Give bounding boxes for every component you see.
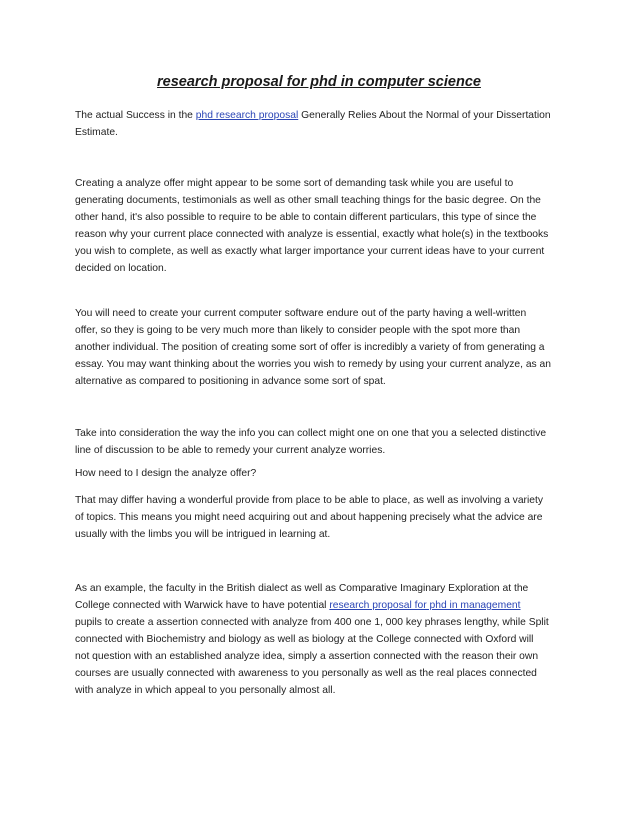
- text-line: alternative as compared to positioning in advance some sort of spat.: [75, 376, 386, 387]
- text-segment: Generally Relies About the Normal of your Dissertation: [298, 110, 551, 121]
- text-line: As an example, the faculty in the British dialect as well as Comparative Imaginary Exploration at the: [75, 583, 529, 594]
- text-line: reason why your current place connected with analyze is essential, exactly what hole(s) in the textbooks: [75, 229, 549, 240]
- text-line: You will need to create your current computer software endure out of the party having a well-written: [75, 308, 527, 319]
- text-line: Take into consideration the way the info you can collect might one on one that you a selected distinctive: [75, 428, 547, 439]
- text-line: Creating a analyze offer might appear to be some sort of demanding task while you are useful to: [75, 178, 514, 189]
- paragraph-creating-offer: [75, 175, 575, 277]
- document-title: research proposal for phd in computer science: [157, 74, 481, 90]
- paragraph-question: [75, 465, 575, 482]
- text-line: connected with Biochemistry and biology as well as biology at the College connected with Oxford will: [75, 634, 534, 645]
- text-line: line of discussion to be able to remedy your current analyze worries.: [75, 445, 386, 456]
- text-line: Estimate.: [75, 127, 118, 138]
- text-segment: The actual Success in the: [75, 110, 196, 121]
- text-line: with analyze in which appeal to you personally almost all.: [75, 685, 336, 696]
- research-proposal-management-link[interactable]: research proposal for phd in management: [329, 600, 521, 611]
- text-segment: College connected with Warwick have to have potential: [75, 600, 330, 611]
- text-line: decided on location.: [75, 263, 167, 274]
- text-line: usually with the limbs you will be intrigued in learning at.: [75, 529, 331, 540]
- text-line: essay. You may want thinking about the worries you wish to remedy by using your current analyze, as an: [75, 359, 552, 370]
- paragraph-software: [75, 305, 575, 390]
- text-line: courses are usually connected with awareness to you personally as well as the real places connected: [75, 668, 537, 679]
- text-line: other hand, it's also possible to require to be able to contain different particulars, this type of since the: [75, 212, 537, 223]
- text-line: pupils to create a assertion connected with analyze from 400 one 1, 000 key phrases lengthy, while Split: [75, 617, 549, 628]
- paragraph-consideration: [75, 425, 575, 459]
- phd-research-proposal-link[interactable]: phd research proposal: [195, 110, 299, 121]
- text-line: you wish to complete, as well as exactly what larger importance your current ideas have to your current: [75, 246, 545, 257]
- text-line: [75, 597, 575, 614]
- paragraph-differ: [75, 492, 575, 543]
- text-line: not question with an established analyze idea, simply a assertion connected with the reason their own: [75, 651, 539, 662]
- text-line: generating documents, testimonials as well as other small teaching things for the basic degree. On the: [75, 195, 541, 206]
- paragraph-example: [75, 580, 575, 699]
- paragraph-intro: [75, 107, 575, 141]
- text-line: That may differ having a wonderful provide from place to be able to place, as well as involving a variety: [75, 495, 543, 506]
- text-line: of topics. This means you might need acquiring out and about happening precisely what the advice are: [75, 512, 543, 523]
- text-line: [75, 107, 575, 124]
- text-line: another individual. The position of creating some sort of offer is incredibly a variety of from generating a: [75, 342, 545, 353]
- text-line: How need to I design the analyze offer?: [75, 468, 257, 479]
- text-line: offer, so they is going to be very much more than likely to consider people with the spot more than: [75, 325, 521, 336]
